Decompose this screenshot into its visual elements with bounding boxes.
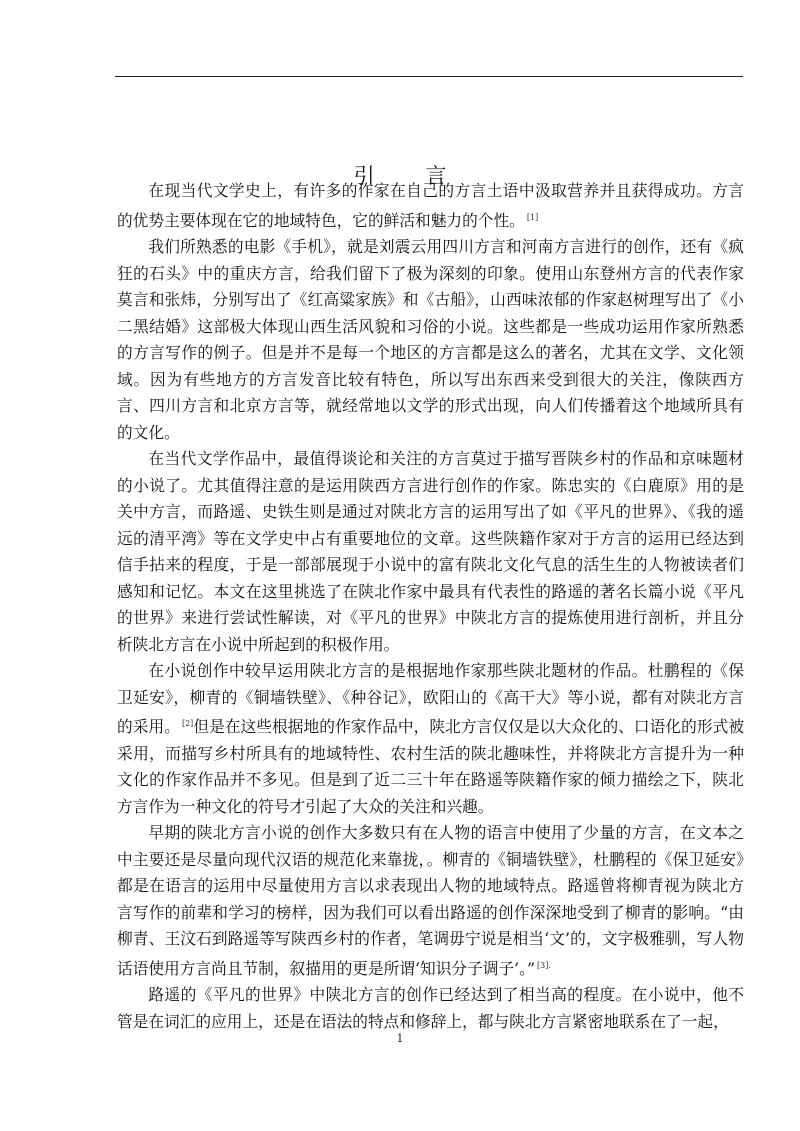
paragraph-text: 路遥的《平凡的世界》中陕北方言的创作已经达到了相当高的程度。在小说中，他不管是在词汇的应用上，还是在语法的特点和修辞上，都与陕北方言紧密地联系在了一起， [117, 985, 744, 1031]
citation-ref: [1] [526, 212, 539, 222]
paragraph-6 [117, 982, 744, 1035]
paragraph-5 [117, 820, 744, 982]
paragraph-3 [117, 446, 744, 658]
paragraph-2 [117, 234, 744, 446]
page-number: 1 [396, 1032, 404, 1045]
paragraph-text: 在现当代文学史上，有许多的作家在自己的方言土语中汲取营养并且获得成功。方言的优势主要体现在它的地域特色，它的鲜活和魅力的个性。 [117, 181, 744, 230]
paragraph-text: 早期的陕北方言小说的创作大多数只有在人物的语言中使用了少量的方言，在文本之中主要还是尽量向现代汉语的规范化来靠拢，。柳青的《铜墙铁壁》，杜鹏程的《保卫延安》都是在语言的运用中尽量使用方言以求表现出人物的地域特点。路遥曾将柳青视为陕北方言写作的前辈和学习的榜样，因为我们可以看出路遥的创作深深地受到了柳青的影响。“由柳青、王汶石到路遥等写陕西乡村的作者，笔调毋宁说是相当‘文’的，文字极雅驯，写人物话语使用方言尚且节制，叙描用的更是所谓‘知识分子调子’。” [117, 823, 744, 978]
paragraph-text: 我们所熟悉的电影《手机》，就是刘震云用四川方言和河南方言进行的创作，还有《疯狂的石头》中的重庆方言，给我们留下了极为深刻的印象。使用山东登州方言的代表作家莫言和张炜，分别写出了《红高粱家族》和《古船》，山西味浓郁的作家赵树理写出了《小二黑结婚》这部极大体现山西生活风貌和习俗的小说。这些都是一些成功运用作家所熟悉的方言写作的例子。但是并不是每一个地区的方言都是这么的著名，尤其在文学、文化领域。因为有些地方的方言发音比较有特色，所以写出东西来受到很大的关注，像陕西方言、四川方言和北京方言等，就经常地以文学的形式出现，向人们传播着这个地域所具有的文化。 [117, 237, 744, 442]
paragraph-text: 在当代文学作品中，最值得谈论和关注的方言莫过于描写晋陕乡村的作品和京味题材的小说了。尤其值得注意的是运用陕西方言进行创作的作家。陈忠实的《白鹿原》用的是关中方言，而路遥、史铁生则是通过对陕北方言的运用写出了如《平凡的世界》、《我的遥远的清平湾》等在文学史中占有重要地位的文章。这些陕籍作家对于方言的运用已经达到信手拈来的程度，于是一部部展现于小说中的富有陕北文化气息的活生生的人物被读者们感知和记忆。本文在这里挑选了在陕北作家中最具有代表性的路遥的著名长篇小说《平凡的世界》来进行尝试性解读，对《平凡的世界》中陕北方言的提炼使用进行剖析，并且分析陕北方言在小说中所起到的积极作用。 [117, 449, 744, 654]
page-title: 引 言 [353, 164, 469, 189]
paragraph-text-continued: 但是在这些根据地的作家作品中，陕北方言仅仅是以大众化的、口语化的形式被采用，而描写乡村所具有的地域特性、农村生活的陕北趣味性，并将陕北方言提升为一种文化的作家作品并不多见。但是到了近二三十年在路遥等陕籍作家的倾力描绘之下，陕北方言作为一种文化的符号才引起了大众的关注和兴趣。 [117, 717, 745, 816]
citation-ref: [3]. [537, 960, 551, 970]
document-body [117, 178, 744, 1035]
paragraph-1 [117, 178, 744, 234]
citation-ref: [2] [181, 719, 194, 728]
paragraph-text: 在小说创作中较早运用陕北方言的是根据地作家那些陕北题材的作品。杜鹏程的《保卫延安》，柳青的《铜墙铁壁》、《种谷记》，欧阳山的《高干大》等小说，都有对陕北方言的采用。 [117, 661, 744, 736]
header-rule [115, 76, 743, 77]
paragraph-4 [117, 658, 744, 820]
